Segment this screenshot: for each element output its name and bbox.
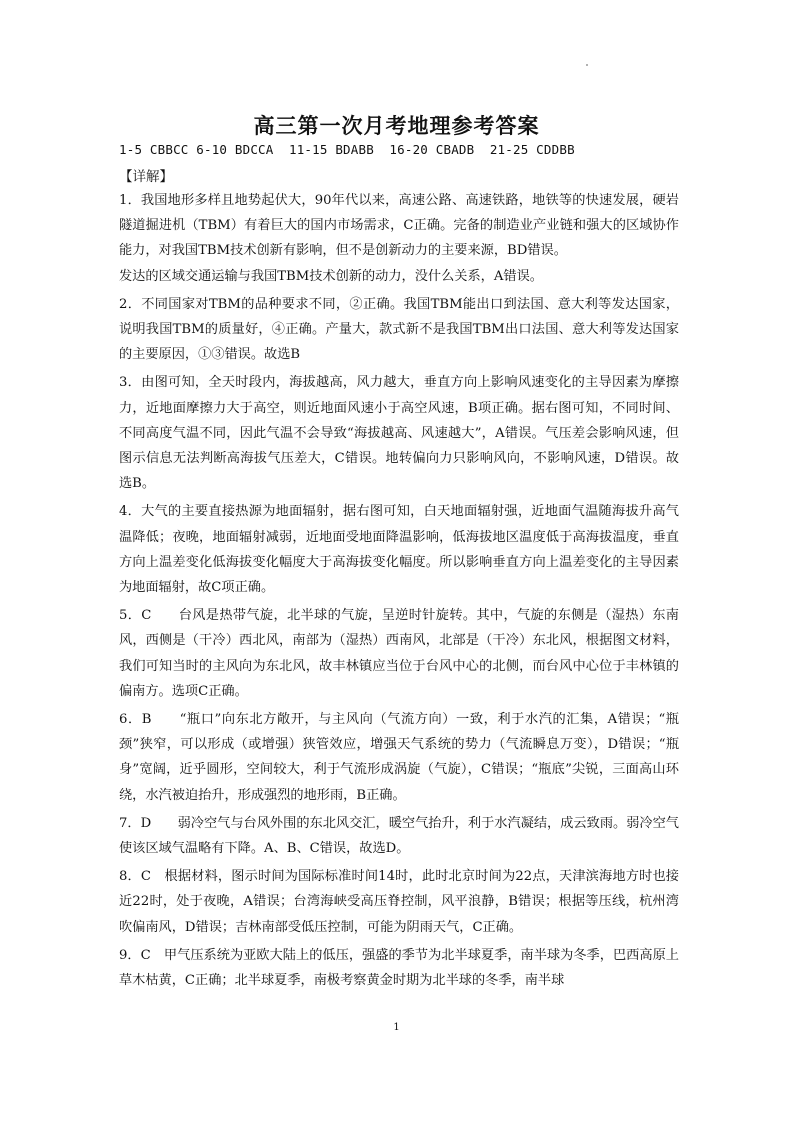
paragraph-q7: 7．D 弱冷空气与台风外围的东北风交汇，暖空气抬升，利于水汽凝结，成云致雨。弱冷空气使该区域气温略有下降。A、B、C错误，故选D。 [119, 815, 679, 857]
explanation-body [119, 188, 679, 996]
document-title: 高三第一次月考地理参考答案 [253, 113, 540, 138]
paragraph-q1: 1．我国地形多样且地势起伏大，90年代以来，高速公路、高速铁路，地铁等的快速发展，硬岩隧道掘进机（TBM）有着巨大的国内市场需求，C正确。完备的制造业产业链和强大的区域协作能力，对我国TBM技术创新有影响，但不是创新动力的主要来源，BD错误。 [119, 193, 679, 259]
paragraph-q9: 9．C 甲气压系统为亚欧大陆上的低压，强盛的季节为北半球夏季，南半球为冬季，巴西高原上草木枯黄，C正确；北半球夏季，南极考察黄金时期为北半球的冬季，南半球 [119, 947, 679, 989]
paragraph-q2: 2．不同国家对TBM的品种要求不同，②正确。我国TBM能出口到法国、意大利等发达国家，说明我国TBM的质量好，④正确。产量大，款式新不是我国TBM出口法国、意大利等发达国家的主要原因，①③错误。故选B [119, 296, 679, 363]
answer-row: 1-5 CBBCC 6-10 BDCCA 11-15 BDABB 16-20 CBADB 21-25 CDDBB [119, 142, 575, 157]
paragraph-q6: 6．B “瓶口”向东北方敞开，与主风向（气流方向）一致，利于水汽的汇集，A错误；“瓶颈”狭窄，可以形成（或增强）狭管效应，增强天气系统的势力（气流瞬息万变），D错误；“瓶身”宽阔，近乎圆形，空间较大，利于气流形成涡旋（气旋），C错误；“瓶底”尖锐，三面高山环绕，水汽被迫抬升，形成强烈的地形雨，B正确。 [119, 712, 680, 803]
paragraph-q1-continued: 发达的区域交通运输与我国TBM技术创新的动力，没什么关系，A错误。 [119, 268, 543, 284]
paragraph-q8: 8．C 根据材料，图示时间为国际标准时间14时，此时北京时间为22点，天津滨海地方时也接近22时，处于夜晚，A错误；台湾海峡受高压脊控制，风平浪静，B错误；根据等压线，杭州湾吹偏南风，D错误；吉林南部受低压控制，可能为阴雨天气，C正确。 [119, 869, 679, 935]
paragraph-q4: 4．大气的主要直接热源为地面辐射，据右图可知，白天地面辐射强，近地面气温随海拔升高气温降低；夜晚，地面辐射减弱，近地面受地面降温影响，低海拔地区温度低于高海拔温度，垂直方向上温差变化低海拔变化幅度大于高海拔变化幅度。所以影响垂直方向上温差变化的主导因素为地面辐射，故C项正确。 [119, 504, 679, 596]
page-number: 1 [393, 1022, 400, 1033]
section-label: 【详解】 [119, 169, 173, 185]
paragraph-q5: 5．C 台风是热带气旋，北半球的气旋，呈逆时针旋转。其中，气旋的东侧是（湿热）东南风，西侧是（干冷）西北风，南部为（湿热）西南风，北部是（干冷）东北风，根据图文材料，我们可知当时的主风向为东北风，故丰林镇应当位于台风中心的北侧，而台风中心位于丰林镇的偏南方。选项C正确。 [119, 608, 679, 699]
paragraph-q3: 3．由图可知，全天时段内，海拔越高，风力越大，垂直方向上影响风速变化的主导因素为摩擦力，近地面摩擦力大于高空，则近地面风速小于高空风速，B项正确。据右图可知，不同时间、不同高度气温不同，因此气温不会导致“海拔越高、风速越大”，A错误。气压差会影响风速，但图示信息无法判断高海拔气压差大，C错误。地转偏向力只影响风向，不影响风速，D错误。故选B。 [119, 375, 679, 492]
scan-speck [586, 64, 588, 66]
